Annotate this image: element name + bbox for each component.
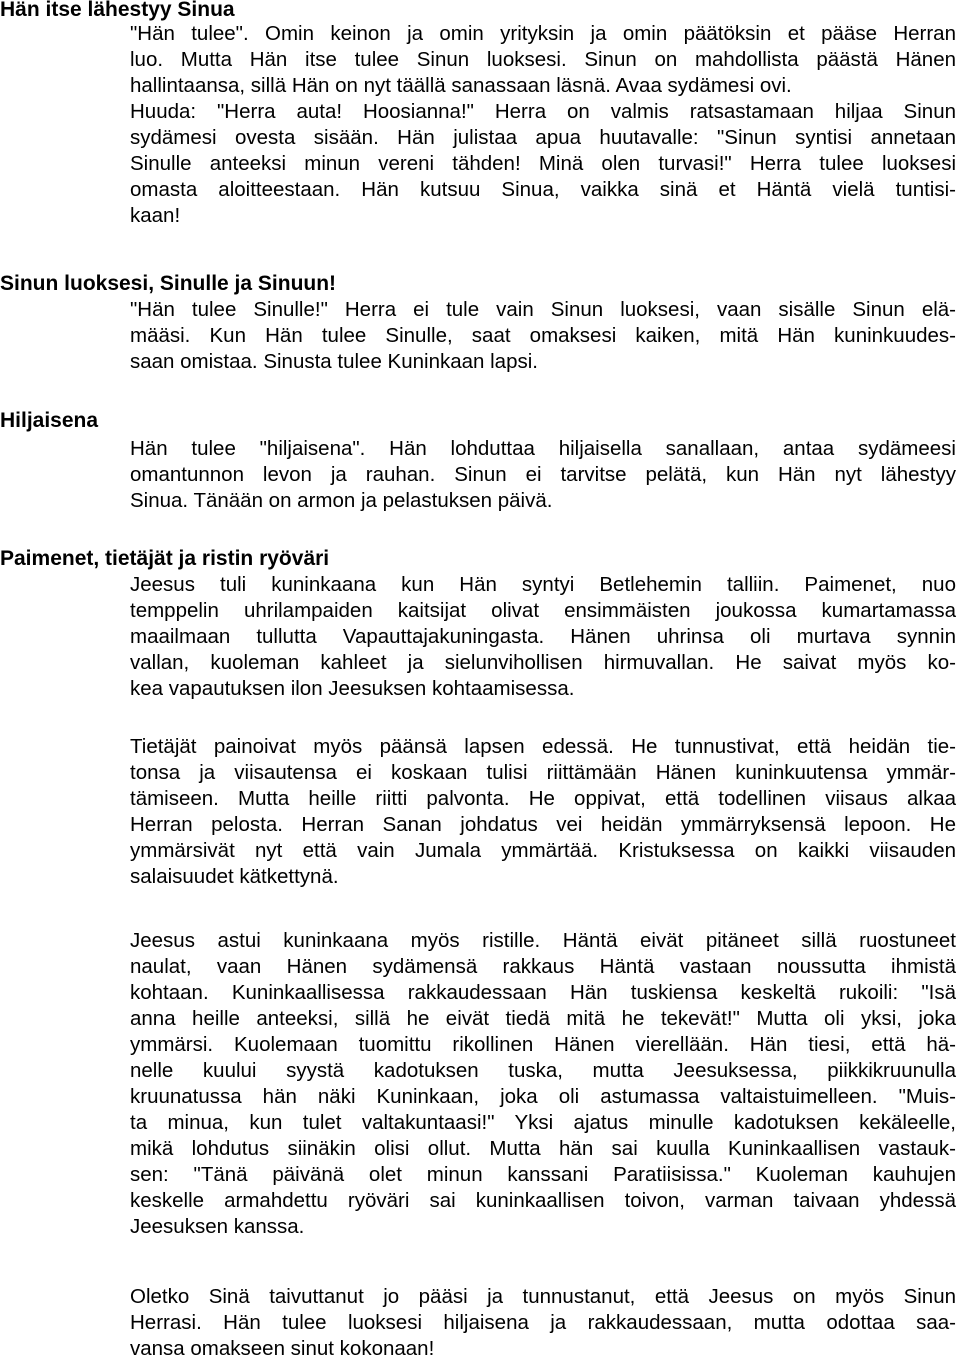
- paragraph-han-itse: [130, 21, 956, 229]
- text-line: omasta aloitteestaan. Hän kutsuu Sinua, vaikka sinä et Häntä vielä tuntisi-: [130, 178, 956, 201]
- text-line: tämiseen. Mutta heille riitti palvonta. He oppivat, että todellinen viisaus alkaa: [130, 787, 956, 810]
- text-line: Sinulle anteeksi minun vereni tähden! Minä olen turvasi!" Herra tulee luoksesi: [130, 152, 956, 175]
- paragraph-sinun-luoksesi: [130, 297, 956, 375]
- text-line: kohtaan. Kuninkaallisessa rakkaudessaan Hän tuskiensa keskeltä rukoili: "Isä: [130, 981, 956, 1004]
- text-line: Hän tulee "hiljaisena". Hän lohduttaa hiljaisella sanallaan, antaa sydämeesi: [130, 437, 956, 460]
- text-line: mikä lohdutus siinäkin olisi ollut. Mutta hän sai kuulla Kuninkaallisen vastauk-: [130, 1137, 956, 1160]
- text-line: omantunnon levon ja rauhan. Sinun ei tarvitse pelätä, kun Hän nyt lähestyy: [130, 463, 956, 486]
- text-line: "Hän tulee Sinulle!" Herra ei tule vain Sinun luoksesi, vaan sisälle Sinun elä-: [130, 298, 956, 321]
- paragraph-hiljaisena: [130, 436, 956, 514]
- text-line: maailmaan tullutta Vapauttajakuningasta. Hänen uhrinsa oli murtava synnin: [130, 625, 956, 648]
- text-line: "Hän tulee". Omin keinon ja omin yrityksin ja omin päätöksin et pääse Herran: [130, 22, 956, 45]
- paragraph-oletko-sina: [130, 1284, 956, 1362]
- text-line: saan omistaa. Sinusta tulee Kuninkaan lapsi.: [130, 350, 538, 373]
- text-line: luo. Mutta Hän itse tulee Sinun luoksesi. Sinun on mahdollista päästä Hänen: [130, 48, 956, 71]
- text-line: määsi. Kun Hän tulee Sinulle, saat omaksesi kaiken, mitä Hän kuninkuudes-: [130, 324, 956, 347]
- text-line: Tietäjät painoivat myös päänsä lapsen edessä. He tunnustivat, että heidän tie-: [130, 735, 956, 758]
- text-line: kea vapautuksen ilon Jeesuksen kohtaamisessa.: [130, 677, 575, 700]
- paragraph-tietajat: [130, 734, 956, 890]
- text-line: naulat, vaan Hänen sydämensä rakkaus Häntä vastaan noussutta ihmistä: [130, 955, 956, 978]
- paragraph-paimenet-1: [130, 572, 956, 702]
- text-line: keskelle armahdettu ryöväri sai kuninkaallisen toivon, varman taivaan yhdessä: [130, 1189, 956, 1212]
- text-line: kruunatussa hän näki Kuninkaan, joka oli astumassa valtaistuimelleen. "Muis-: [130, 1085, 956, 1108]
- text-line: vallan, kuoleman kahleet ja sielunvihollisen hirmuvallan. He saivat myös ko-: [130, 651, 956, 674]
- section-heading-paimenet: Paimenet, tietäjät ja ristin ryöväri: [0, 547, 330, 570]
- text-line: Herrasi. Hän tulee luoksesi hiljaisena ja rakkaudessaan, mutta odottaa saa-: [130, 1311, 956, 1334]
- text-line: Sinua. Tänään on armon ja pelastuksen päivä.: [130, 489, 553, 512]
- text-line: Herran pelosta. Herran Sanan johdatus vei heidän ymmärryksensä lepoon. He: [130, 813, 956, 836]
- section-heading-hiljaisena: Hiljaisena: [0, 409, 99, 432]
- section-heading-han-itse: Hän itse lähestyy Sinua: [0, 0, 235, 21]
- text-line: tonsa ja viisautensa ei koskaan tulisi riittämään Hänen kuninkuutensa ymmär-: [130, 761, 956, 784]
- paragraph-ristin-ryovari: [130, 928, 956, 1240]
- text-line: vansa omakseen sinut kokonaan!: [130, 1337, 435, 1360]
- text-line: ymmärsi. Kuolemaan tuomittu rikollinen Hänen vierellään. Hän tiesi, että hä-: [130, 1033, 956, 1056]
- section-heading-sinun-luoksesi: Sinun luoksesi, Sinulle ja Sinuun!: [0, 272, 337, 295]
- text-line: temppelin uhrilampaiden kaitsijat olivat ensimmäisten joukossa kumartamassa: [130, 599, 956, 622]
- text-line: Oletko Sinä taivuttanut jo pääsi ja tunnustanut, että Jeesus on myös Sinun: [130, 1285, 956, 1308]
- text-line: sen: "Tänä päivänä olet minun kanssani Paratiisissa." Kuoleman kauhujen: [130, 1163, 956, 1186]
- text-line: ta minua, kun tulet valtakuntaasi!" Yksi ajatus minulle kadotuksen kekäleelle,: [130, 1111, 956, 1134]
- text-line: Jeesus tuli kuninkaana kun Hän syntyi Betlehemin talliin. Paimenet, nuo: [130, 573, 956, 596]
- text-line: hallintaansa, sillä Hän on nyt täällä sanassaan läsnä. Avaa sydämesi ovi.: [130, 74, 792, 97]
- text-line: Jeesuksen kanssa.: [130, 1215, 305, 1238]
- text-line: ymmärsivät nyt että vain Jumala ymmärtää. Kristuksessa on kaikki viisauden: [130, 839, 956, 862]
- text-line: sydämesi ovesta sisään. Hän julistaa apua huutavalle: "Sinun syntisi annetaan: [130, 126, 956, 149]
- text-line: Jeesus astui kuninkaana myös ristille. Häntä eivät pitäneet sillä ruostuneet: [130, 929, 956, 952]
- text-line: nelle kuului syystä kadotuksen tuska, mutta Jeesuksessa, piikkikruunulla: [130, 1059, 956, 1082]
- text-line: Huuda: "Herra auta! Hoosianna!" Herra on valmis ratsastamaan hiljaa Sinun: [130, 100, 956, 123]
- text-line: salaisuudet kätkettynä.: [130, 865, 339, 888]
- text-line: kaan!: [130, 204, 181, 227]
- text-line: anna heille anteeksi, sillä he eivät tiedä mitä he tekevät!" Mutta oli yksi, joka: [130, 1007, 956, 1030]
